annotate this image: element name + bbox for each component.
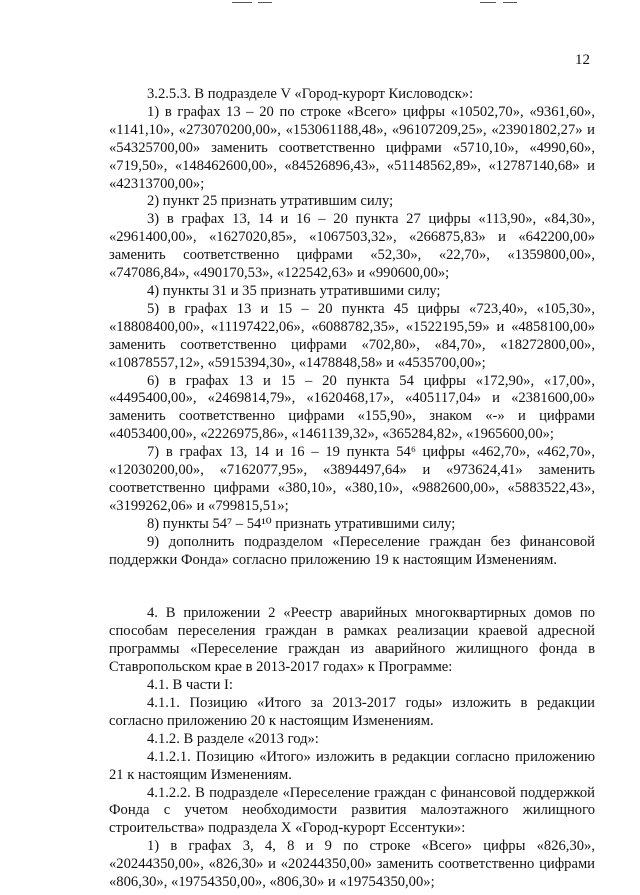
scan-artifact-mark	[258, 2, 272, 3]
paragraph: 5) в графах 13 и 15 – 20 пункта 45 цифры «723,40», «105,30», «18808400,00», «11197422,06», «6088782,35», «1522195,59» и «4858100,00» заменить соответственно цифрами «702,80», «84,70», «18272800,00», «10878557,12», «5915394,30», «1478848,58» и «4535700,00»;	[109, 300, 595, 371]
paragraph: 1) в графах 3, 4, 8 и 9 по строке «Всего» цифры «826,30», «20244350,00», «826,30» и «20244350,00» заменить соответственно цифрами «806,30», «19754350,00», «806,30» и «19754350,00»;	[109, 838, 595, 891]
paragraph: 1) в графах 13 – 20 по строке «Всего» цифры «10502,70», «9361,60», «1141,10», «273070200,00», «153061188,48», «96107209,25», «23901802,27» и «54325700,00» заменить соответственно цифрами «5710,10», «4990,60», «719,50», «148462600,00», «84526896,43», «51148562,89», «12787140,68» и «42313700,00»;	[109, 103, 595, 192]
paragraph: 2) пункт 25 признать утратившим силу;	[147, 193, 394, 210]
paragraph: 4.1.1. Позицию «Итого за 2013-2017 годы» изложить в редакции согласно приложению 20 к настоящим Изменениям.	[109, 695, 595, 729]
paragraph: 9) дополнить подразделом «Переселение граждан без финансовой поддержки Фонда» согласно приложению 19 к настоящим Изменениям.	[109, 533, 595, 568]
scan-artifact-mark	[503, 2, 517, 3]
paragraph: 4. В приложении 2 «Реестр аварийных многоквартирных домов по способам переселения граждан в рамках реализации краевой адресной программы «Переселение граждан из аварийного жилищного фонда в Ставропольском крае в 2013-2017 годах» к Программе:	[109, 605, 595, 676]
paragraph: 3) в графах 13, 14 и 16 – 20 пункта 27 цифры «113,90», «84,30», «2961400,00», «1627020,85», «1067503,32», «266875,83» и «642200,00» заменить соответственно цифрами «52,30», «22,70», «1359800,00», «747086,84», «490170,53», «122542,63» и «990600,00»;	[109, 211, 595, 282]
scan-artifact-mark	[232, 2, 252, 3]
page-number: 12	[575, 52, 590, 68]
document-body	[109, 86, 595, 892]
paragraph: 6) в графах 13 и 15 – 20 пункта 54 цифры «172,90», «17,00», «4495400,00», «2469814,79», «1620468,17», «405117,04» и «2381600,00» заменить соответственно цифрами «155,90», знаком «-» и цифрами «4053400,00», «2226975,86», «1461139,32», «365284,82», «1965600,00»;	[109, 372, 595, 443]
paragraph: 4.1.2.2. В подразделе «Переселение граждан с финансовой поддержкой Фонда с учетом необходимости развития малоэтажного жилищного строительства» подраздела X «Город-курорт Ессентуки»:	[109, 784, 595, 837]
paragraph: 7) в графах 13, 14 и 16 – 19 пункта 54⁶ цифры «462,70», «462,70», «12030200,00», «7162077,95», «3894497,64» и «973624,41» заменить соответственно цифрами «380,10», «380,10», «9882600,00», «5883522,43», «3199262,06» и «799815,51»;	[109, 444, 595, 514]
paragraph: 4.1.2. В разделе «2013 год»:	[147, 730, 319, 747]
paragraph: 8) пункты 54⁷ – 54¹⁰ признать утратившими силу;	[147, 515, 456, 532]
scan-artifact-mark	[480, 2, 496, 3]
paragraph: 4) пункты 31 и 35 признать утратившими силу;	[147, 282, 441, 299]
paragraph: 4.1.2.1. Позицию «Итого» изложить в редакции согласно приложению 21 к настоящим Изменениям.	[109, 748, 595, 783]
paragraph: 4.1. В части I:	[147, 677, 233, 694]
section-gap	[109, 569, 595, 605]
paragraph: 3.2.5.3. В подразделе V «Город-курорт Кисловодск»:	[147, 86, 474, 102]
